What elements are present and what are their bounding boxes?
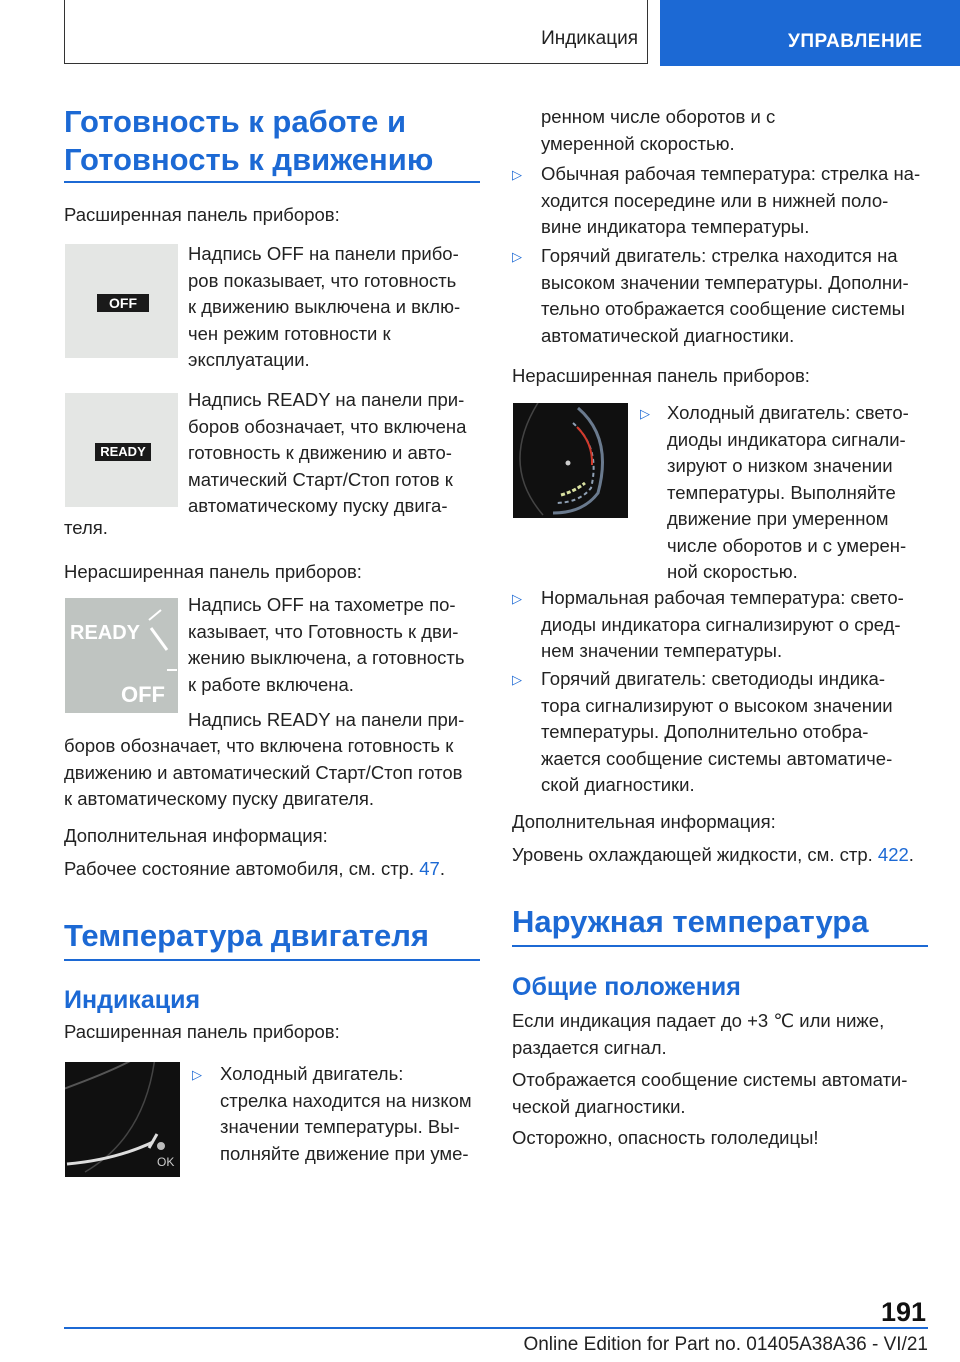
- off-line: эксплуатации.: [188, 349, 310, 370]
- led-hot-line: температуры. Дополнительно отобра-: [541, 721, 869, 742]
- header-chapter-tab[interactable]: УПРАВЛЕНИЕ: [660, 0, 960, 66]
- warn1-line: раздается сигнал.: [512, 1036, 667, 1058]
- ready-line: Надпись READY на панели при-: [188, 389, 465, 410]
- led-normal-line: Нормальная рабочая температура: свето-: [541, 587, 904, 608]
- bullet-triangle-icon: ▷: [640, 406, 650, 421]
- warn2-line: ческой диагностики.: [512, 1095, 686, 1117]
- heading-readiness-2: Готовность к движению: [64, 142, 434, 177]
- ready2-line: боров обозначает, что включена готовность к: [64, 735, 454, 756]
- cold-engine-description: [220, 1061, 472, 1167]
- page-number: 191: [880, 1297, 926, 1327]
- ready-line: автоматическому пуску двига-: [188, 495, 448, 516]
- extended-panel-label: Расширенная панель приборов:: [64, 204, 340, 225]
- coolant-page-link[interactable]: 422: [877, 844, 909, 865]
- led-cold-item: [667, 400, 909, 586]
- led-hot-line: тора сигнализируют о высоком значении: [541, 694, 893, 716]
- hot-line: Горячий двигатель: стрелка находится на: [541, 245, 898, 266]
- off-indicator-image: [65, 244, 178, 358]
- tacho-description: [188, 592, 465, 698]
- ready-line: готовность к движению и авто-: [188, 442, 452, 463]
- off-description: [188, 241, 460, 374]
- extended-panel-label-2: Расширенная панель приборов:: [64, 1021, 340, 1042]
- gauge-ok-label: OK: [157, 1155, 175, 1169]
- warn-signal-text: [512, 1008, 884, 1061]
- led-cold-line: Холодный двигатель: свето-: [667, 402, 909, 423]
- led-cold-line: числе оборотов и с умерен-: [667, 534, 907, 556]
- tacho-line: Надпись OFF на тахометре по-: [188, 594, 456, 615]
- normal-temp-item: [541, 161, 920, 241]
- footer-rule: [64, 1327, 928, 1329]
- led-cold-line: ной скоростью.: [667, 561, 798, 582]
- tacho-ready-label: READY: [70, 622, 141, 644]
- heading-rule: [64, 181, 480, 183]
- led-hot-line: жается сообщение системы автоматиче-: [541, 747, 893, 769]
- ready2-line: движению и автоматический Старт/Стоп готов: [64, 761, 463, 783]
- off-line: к движению выключена и вклю-: [188, 296, 461, 317]
- ready-description: [188, 387, 466, 520]
- off-badge: OFF: [97, 294, 149, 312]
- bullet-triangle-icon: ▷: [512, 249, 522, 264]
- led-temperature-image: [513, 403, 628, 518]
- led-cold-line: диоды индикатора сигнали-: [667, 428, 906, 450]
- vehicle-state-text: Рабочее состояние автомобиля, см. стр.: [64, 858, 415, 879]
- ready-badge: READY: [95, 443, 151, 461]
- header-section-title: Индикация: [541, 28, 638, 49]
- vehicle-state-page-link[interactable]: 47: [419, 858, 440, 879]
- ready-line-tail: теля.: [64, 517, 108, 538]
- led-hot-item: [541, 666, 893, 799]
- warn2-line: Отображается сообщение системы автомати-: [512, 1069, 908, 1090]
- cold-line: стрелка находится на низком: [220, 1089, 472, 1111]
- heading-outside-temp: Наружная температура: [512, 904, 869, 939]
- warn1-line: Если индикация падает до +3 ℃ или ниже,: [512, 1010, 885, 1031]
- warn-message-text: [512, 1067, 907, 1120]
- bullet-triangle-icon: ▷: [192, 1067, 202, 1082]
- heading-indication: Индикация: [64, 986, 201, 1014]
- bullet-triangle-icon: ▷: [512, 167, 522, 182]
- hot-line: автоматической диагностики.: [541, 324, 795, 346]
- heading-rule: [64, 959, 480, 961]
- cold-cont-line: умеренной скоростью.: [541, 132, 735, 154]
- tacho-off-label: OFF: [121, 682, 165, 707]
- ready-line: боров обозначает, что включена: [188, 415, 467, 437]
- nonextended-panel-label-2: Нерасширенная панель приборов:: [512, 365, 810, 386]
- ready2-line: к автоматическому пуску двигателя.: [64, 788, 375, 809]
- heading-readiness-1: Готовность к работе и: [64, 104, 407, 139]
- led-cold-line: температуры. Выполняйте: [667, 481, 896, 503]
- led-normal-item: [541, 585, 904, 665]
- tacho-line: казывает, что Готовность к дви-: [188, 620, 459, 642]
- cold-line: полняйте движение при уме-: [220, 1142, 469, 1164]
- warn-ice-text: Осторожно, опасность гололедицы!: [512, 1127, 819, 1148]
- heading-rule: [512, 945, 928, 947]
- ready-line: матический Старт/Стоп готов к: [188, 468, 453, 490]
- tachometer-image: [65, 598, 178, 713]
- footer-edition: Online Edition for Part no. 01405A38A36 - VI/21: [523, 1334, 928, 1355]
- led-hot-line: ской диагностики.: [541, 774, 695, 795]
- bullet-triangle-icon: ▷: [512, 672, 522, 687]
- tacho-line: жению выключена, а готовность: [188, 647, 465, 668]
- cold-continued: [541, 104, 775, 157]
- ready2-line: Надпись READY на панели при-: [188, 709, 465, 730]
- coolant-ref: Уровень охлаждающей жидкости, см. стр. 422.: [512, 844, 914, 865]
- nonextended-panel-label: Нерасширенная панель приборов:: [64, 561, 362, 582]
- temperature-gauge-image: [65, 1062, 180, 1177]
- heading-general: Общие положения: [512, 973, 741, 1001]
- vehicle-state-ref: Рабочее состояние автомобиля, см. стр. 47.: [64, 858, 445, 879]
- cold-line: значении температуры. Вы-: [220, 1116, 460, 1137]
- cold-line: Холодный двигатель:: [220, 1063, 404, 1084]
- additional-info-label-2: Дополнительная информация:: [512, 811, 776, 832]
- led-cold-line: движение при умеренном: [667, 508, 889, 529]
- ready-indicator-image: [65, 393, 178, 507]
- off-line: ров показывает, что готовность: [188, 269, 457, 291]
- off-line: Надпись OFF на панели прибо-: [188, 243, 459, 264]
- normal-line: вине индикатора температуры.: [541, 216, 810, 237]
- coolant-text: Уровень охлаждающей жидкости, см. стр.: [512, 844, 873, 865]
- cold-cont-line: ренном числе оборотов и с: [541, 106, 776, 127]
- off-line: чен режим готовности к: [188, 322, 391, 344]
- ready2-description: [64, 733, 463, 813]
- led-normal-line: диоды индикатора сигнализируют о сред-: [541, 613, 901, 635]
- tacho-line: к работе включена.: [188, 673, 354, 695]
- led-gauge-graphic: [513, 403, 628, 518]
- normal-line: ходится посередине или в нижней поло-: [541, 189, 889, 211]
- hot-line: тельно отображается сообщение системы: [541, 298, 905, 319]
- led-cold-line: зируют о низком значении: [667, 455, 893, 476]
- heading-engine-temp: Температура двигателя: [64, 918, 430, 953]
- normal-line: Обычная рабочая температура: стрелка на-: [541, 163, 921, 184]
- led-hot-line: Горячий двигатель: светодиоды индика-: [541, 668, 886, 689]
- bullet-triangle-icon: ▷: [512, 591, 522, 606]
- additional-info-label: Дополнительная информация:: [64, 825, 328, 846]
- hot-line: высоком значении температуры. Дополни-: [541, 271, 909, 293]
- led-normal-line: нем значении температуры.: [541, 640, 783, 661]
- hot-engine-item: [541, 243, 909, 349]
